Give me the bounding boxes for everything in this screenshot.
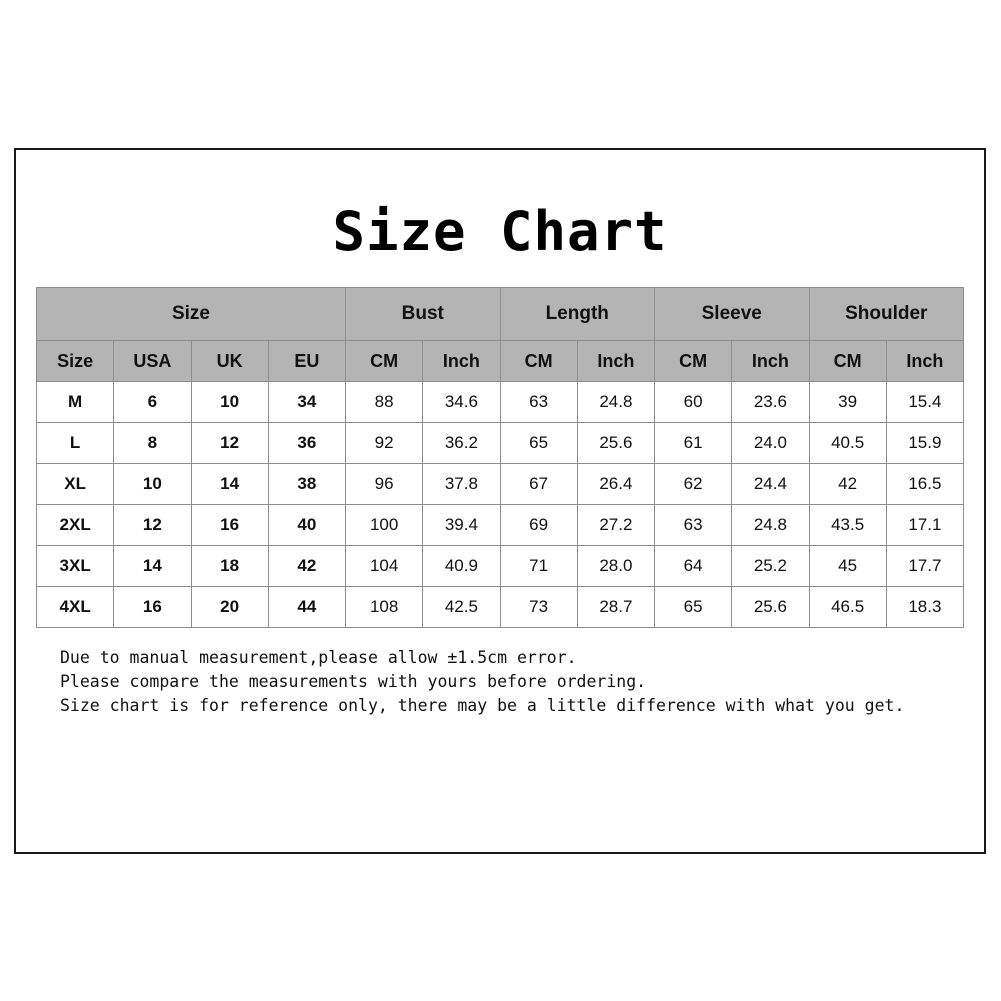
cell-sleeve-cm: 60 [655,382,732,423]
cell-sleeve-inch: 25.2 [732,546,809,587]
cell-size: L [37,423,114,464]
sub-header-usa: USA [114,341,191,382]
cell-length-inch: 26.4 [577,464,654,505]
cell-sleeve-inch: 24.0 [732,423,809,464]
cell-bust-cm: 88 [346,382,423,423]
cell-length-cm: 63 [500,382,577,423]
cell-length-cm: 65 [500,423,577,464]
cell-eu: 38 [268,464,345,505]
group-header-bust: Bust [346,288,501,341]
cell-size: 2XL [37,505,114,546]
cell-sleeve-inch: 24.8 [732,505,809,546]
sub-header-bust-cm: CM [346,341,423,382]
group-header-size: Size [37,288,346,341]
cell-shoulder-inch: 17.1 [886,505,963,546]
cell-sleeve-cm: 62 [655,464,732,505]
cell-usa: 14 [114,546,191,587]
table-row [37,382,964,423]
cell-uk: 12 [191,423,268,464]
size-table-container [36,261,964,628]
cell-uk: 18 [191,546,268,587]
cell-length-cm: 69 [500,505,577,546]
table-row [37,546,964,587]
sub-header-length-inch: Inch [577,341,654,382]
cell-uk: 14 [191,464,268,505]
group-header-shoulder: Shoulder [809,288,964,341]
table-sub-header-row [37,341,964,382]
cell-bust-cm: 96 [346,464,423,505]
cell-eu: 40 [268,505,345,546]
cell-usa: 10 [114,464,191,505]
sub-header-shoulder-cm: CM [809,341,886,382]
cell-usa: 6 [114,382,191,423]
cell-shoulder-inch: 17.7 [886,546,963,587]
cell-uk: 20 [191,587,268,628]
table-header [37,288,964,382]
cell-shoulder-inch: 15.4 [886,382,963,423]
cell-eu: 34 [268,382,345,423]
cell-shoulder-cm: 42 [809,464,886,505]
cell-bust-inch: 37.8 [423,464,500,505]
cell-sleeve-inch: 23.6 [732,382,809,423]
cell-length-inch: 27.2 [577,505,654,546]
cell-sleeve-cm: 61 [655,423,732,464]
cell-sleeve-cm: 63 [655,505,732,546]
sub-header-sleeve-inch: Inch [732,341,809,382]
group-header-length: Length [500,288,655,341]
cell-length-cm: 73 [500,587,577,628]
cell-bust-inch: 40.9 [423,546,500,587]
sub-header-eu: EU [268,341,345,382]
cell-bust-cm: 108 [346,587,423,628]
cell-bust-inch: 36.2 [423,423,500,464]
sub-header-bust-inch: Inch [423,341,500,382]
cell-shoulder-inch: 16.5 [886,464,963,505]
cell-length-inch: 25.6 [577,423,654,464]
cell-size: 4XL [37,587,114,628]
sub-header-size: Size [37,341,114,382]
cell-bust-inch: 39.4 [423,505,500,546]
cell-size: 3XL [37,546,114,587]
table-row [37,423,964,464]
cell-shoulder-cm: 40.5 [809,423,886,464]
note-line: Size chart is for reference only, there may be a little difference with what you get. [60,696,905,716]
sub-header-length-cm: CM [500,341,577,382]
cell-usa: 12 [114,505,191,546]
cell-eu: 44 [268,587,345,628]
cell-usa: 8 [114,423,191,464]
cell-sleeve-cm: 65 [655,587,732,628]
table-group-header-row [37,288,964,341]
cell-size: XL [37,464,114,505]
size-table [36,287,964,628]
table-row [37,505,964,546]
cell-bust-inch: 34.6 [423,382,500,423]
cell-shoulder-inch: 15.9 [886,423,963,464]
cell-shoulder-cm: 39 [809,382,886,423]
size-chart-card [14,148,986,854]
cell-bust-cm: 100 [346,505,423,546]
sub-header-shoulder-inch: Inch [886,341,963,382]
cell-length-inch: 28.0 [577,546,654,587]
table-body [37,382,964,628]
cell-length-cm: 71 [500,546,577,587]
sub-header-sleeve-cm: CM [655,341,732,382]
cell-bust-cm: 92 [346,423,423,464]
cell-usa: 16 [114,587,191,628]
cell-length-cm: 67 [500,464,577,505]
note-line: Due to manual measurement,please allow ±1.5cm error. [60,648,577,668]
cell-sleeve-inch: 24.4 [732,464,809,505]
cell-bust-cm: 104 [346,546,423,587]
cell-bust-inch: 42.5 [423,587,500,628]
cell-shoulder-cm: 43.5 [809,505,886,546]
cell-length-inch: 24.8 [577,382,654,423]
cell-sleeve-cm: 64 [655,546,732,587]
table-row [37,464,964,505]
cell-shoulder-inch: 18.3 [886,587,963,628]
disclaimer-notes [60,646,984,718]
cell-size: M [37,382,114,423]
table-row [37,587,964,628]
cell-sleeve-inch: 25.6 [732,587,809,628]
group-header-sleeve: Sleeve [655,288,810,341]
cell-uk: 16 [191,505,268,546]
cell-eu: 42 [268,546,345,587]
cell-eu: 36 [268,423,345,464]
cell-uk: 10 [191,382,268,423]
sub-header-uk: UK [191,341,268,382]
page-title: Size Chart [332,200,668,263]
note-line: Please compare the measurements with yours before ordering. [60,672,647,692]
cell-shoulder-cm: 45 [809,546,886,587]
cell-shoulder-cm: 46.5 [809,587,886,628]
cell-length-inch: 28.7 [577,587,654,628]
